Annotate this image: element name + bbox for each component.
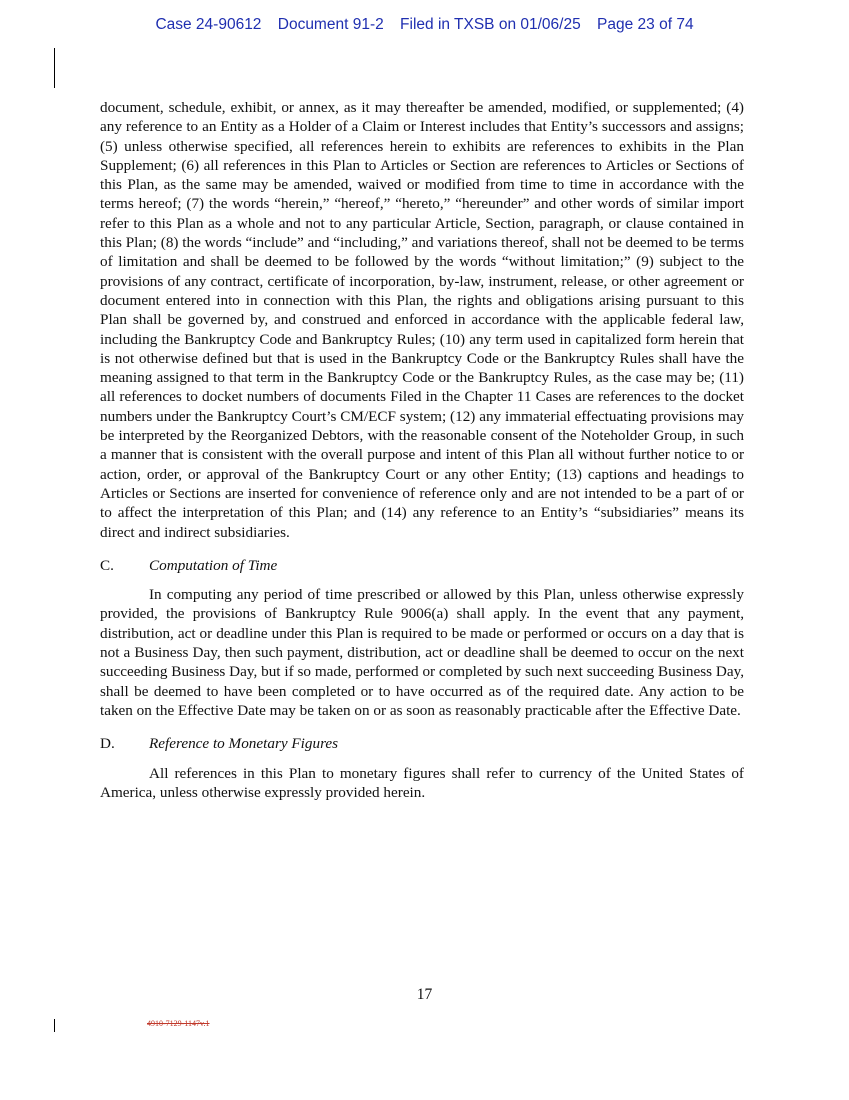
revision-bar [54, 48, 55, 88]
revision-bar-footer [54, 1019, 55, 1032]
filing-header [0, 16, 849, 34]
section-c-paragraph: In computing any period of time prescribed or allowed by this Plan, unless otherwise expressly provided, the provisions of Bankruptcy Rule 9006(a) shall apply. In the event that any payment, distribution, act or deadline under this Plan is required to be made or performed or occurs on a day that is not a Business Day, then such payment, distribution, act or deadline shall be deemed to occur on the next succeeding Business Day, but if so made, performed or completed by such next succeeding Business Day, shall be deemed to have been completed or to have occurred as of the required date. Any action to be taken on the Effective Date may be taken on or as soon as reasonably practicable after the Effective Date. [100, 586, 744, 719]
section-c-number: C. [100, 556, 114, 574]
section-d-heading [100, 734, 744, 753]
section-d-paragraph: All references in this Plan to monetary figures shall refer to currency of the United States of America, unless otherwise expressly provided herein. [100, 764, 744, 801]
page-info: Page 23 of 74 [597, 16, 694, 33]
case-number: Case 24-90612 [155, 16, 262, 33]
section-d-title: Reference to Monetary Figures [149, 735, 339, 753]
section-d-number: D. [100, 735, 115, 753]
document-body [100, 98, 744, 802]
section-c-title: Computation of Time [149, 556, 278, 574]
filing-info: Filed in TXSB on 01/06/25 [400, 16, 581, 33]
section-c-heading [100, 556, 744, 575]
page-number: 17 [416, 986, 433, 1003]
intro-paragraph: document, schedule, exhibit, or annex, as it may thereafter be amended, modified, or supplemented; (4) any reference to an Entity as a Holder of a Claim or Interest includes that Entity’s successors and assigns; (5) unless otherwise specified, all references herein to exhibits are references to exhibits in the Plan Supplement; (6) all references in this Plan to Articles or Section are references to Articles or Sections of this Plan, as the same may be amended, waived or modified from time to time in accordance with the terms hereof; (7) the words “herein,” “hereof,” “hereto,” “hereunder” and other words of similar import refer to this Plan as a whole and not to any particular Article, Section, paragraph, or clause contained in this Plan; (8) the words “include” and “including,” and variations thereof, shall not be deemed to be terms of limitation and shall be deemed to be followed by the words “without limitation;” (9) subject to the provisions of any contract, certificate of incorporation, by-law, instrument, release, or other agreement or document entered into in connection with this Plan, the rights and obligations arising pursuant to this Plan shall be governed by, and construed and enforced in accordance with the applicable federal law, including the Bankruptcy Code and Bankruptcy Rules; (10) any term used in capitalized form herein that is not otherwise defined but that is used in the Bankruptcy Code or the Bankruptcy Rules shall have the meaning assigned to that term in the Bankruptcy Code or the Bankruptcy Rules, as the case may be; (11) all references to docket numbers of documents Filed in the Chapter 11 Cases are references to the docket numbers under the Bankruptcy Court’s CM/ECF system; (12) any immaterial effectuating provisions may be interpreted by the Reorganized Debtors, with the reasonable consent of the Noteholder Group, in such a manner that is consistent with the overall purpose and intent of this Plan all without further notice to or action, order, or approval of the Bankruptcy Court or any other Entity; (13) captions and headings to Articles or Sections are inserted for convenience of reference only and are not intended to be a part of or to affect the interpretation of this Plan; and (14) any reference to an Entity’s “subsidiaries” means its direct and indirect subsidiaries. [100, 99, 745, 541]
document-id: 4910-7129-1147v.1 [147, 1019, 210, 1028]
document-number: Document 91-2 [277, 16, 384, 33]
